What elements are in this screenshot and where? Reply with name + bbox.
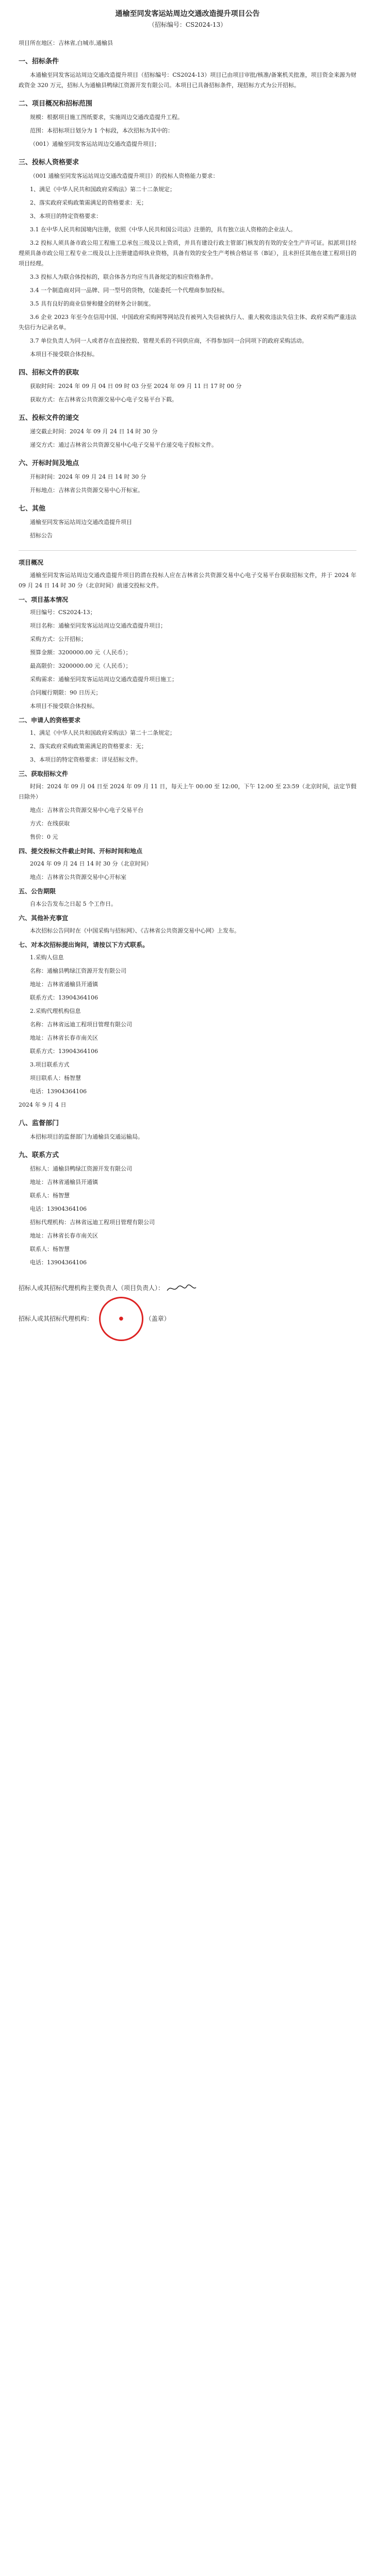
sections-paragraph: 招标公告 [30,532,53,539]
body2-basic-item: 采购方式：公开招标； [30,636,87,642]
body2-qual-item: 3、本项目的特定资格要求：详见招标文件。 [30,756,141,763]
page-title: 通榆至同发客运站周边交通改造提升项目公告 [115,10,260,18]
tail-section-title: 九、联系方式 [19,1151,59,1159]
tail-section [19,1117,356,1142]
sections-paragraph: （001 通榆至同发客运站周边交通改造提升项目）的投标人资格能力要求： [30,173,219,179]
body2-contact-item: 联系方式：13904364106 [30,1048,98,1055]
sections-paragraph: 本通榆至同发客运站周边交通改造提升项目（招标编号：CS2024-13）项目已由项目审批/核准/备案机关批准，项目资金来源为财政资金 320 万元，招标人为通榆县鸭绿江资源开发有限公司。本项目已具备招标条件，现招标方式为公开招标。 [19,72,356,89]
tail-paragraph: 电话：13904364106 [30,1259,87,1266]
sections-section [19,503,356,541]
tail-paragraph: 招标代理机构：吉林省远迪工程项目管理有限公司 [30,1219,155,1226]
body2-get-item: 方式：在线获取 [30,820,70,827]
sections-paragraph: 本项目不接受联合体投标。 [30,351,98,358]
body2-get-item: 售价：0 元 [30,834,58,840]
tail-sections [19,1117,356,1268]
intro-title: 项目概况 [19,559,44,566]
body2-get-item: 时间：2024 年 09 月 04 日至 2024 年 09 月 11 日，每天上午 00:00 至 12:00，下午 12:00 至 23:59（北京时间，法定节假日除外） [19,783,356,800]
handwritten-signature-icon [166,1283,197,1294]
body2-contact-item: 地址：吉林省通榆县开通镇 [30,981,98,988]
body2-contact-item: 1.采购人信息 [30,954,64,961]
sections-paragraph: 递交方式：通过吉林省公共资源交易中心电子交易平台递交电子投标文件。 [30,442,217,448]
sections-paragraph: （001）通榆至同发客运站周边交通改造提升项目； [30,141,160,147]
body2-contact-item: 名称：通榆县鸭绿江资源开发有限公司 [30,968,126,974]
sections-paragraph: 3.6 企业 2023 年至今在信用中国、中国政府采购网等网站没有被列入失信被执行人、重大税收违法失信主体、政府采购严重违法失信行为记录名单。 [19,314,356,331]
sections-section-title: 三、投标人资格要求 [19,159,79,166]
sections-section [19,412,356,450]
other-title: 六、其他补充事宜 [19,914,69,922]
signature-line-1: 招标人或其招标代理机构主要负责人（项目负责人）： [19,1282,356,1294]
sections-paragraph: 开标时间：2024 年 09 月 24 日 14 时 30 分 [30,473,146,480]
sections-paragraph: 获取时间：2024 年 09 月 04 日 09 时 03 分至 2024 年 09 月 11 日 17 时 00 分 [30,383,242,389]
tail-section [19,1149,356,1268]
body2-basic-item: 合同履行期限：90 日历天； [30,689,102,696]
sections-section-title: 七、其他 [19,505,46,513]
sections-section [19,98,356,149]
body2-basic-item: 项目名称：通榆至同发客运站周边交通改造提升项目； [30,622,166,629]
get-title: 三、获取招标文件 [19,770,69,777]
sections-paragraph: 3、本项目的特定资格要求： [30,213,102,219]
body2-qual-item: 1、满足《中华人民共和国政府采购法》第二十二条规定； [30,730,175,736]
body2-basic-item: 项目编号：CS2024-13； [30,609,96,616]
company-stamp-icon: ● [99,1297,143,1341]
sections-section-title: 五、投标文件的递交 [19,414,79,422]
sections-paragraph: 获取方式：在吉林省公共资源交易中心电子交易平台下载。 [30,396,177,403]
body2-submit-item: 地点：吉林省公共资源交易中心开标室 [30,874,126,880]
body2-contact-item: 3.项目联系方式 [30,1061,70,1068]
body2 [19,557,356,1110]
body2-basic-item: 最高限价：3200000.00 元（人民币）； [30,663,132,669]
period-title: 五、公告期限 [19,888,56,895]
intro-para: 通榆至同发客运站周边交通改造提升项目的潜在投标人应在吉林省公共资源交易中心电子交易平台获取招标文件，并于 2024 年 09 月 24 日 14 时 30 分（北京时间）前递交投标文件。 [19,572,356,589]
submit-title: 四、提交投标文件截止时间、开标时间和地点 [19,848,143,855]
sections-paragraph: 3.4 一个制造商对同一品牌、同一型号的货物，仅能委托一个代理商参加投标。 [30,287,228,294]
sections-paragraph: 递交截止时间：2024 年 09 月 24 日 14 时 30 分 [30,428,158,435]
body2-contact-item: 联系方式：13904364106 [30,994,98,1001]
sections-paragraph: 3.3 投标人为联合体投标的，联合体各方均应当具备规定的相应资格条件。 [30,274,217,280]
tail-paragraph: 地址：吉林省长春市南关区 [30,1232,98,1239]
tail-paragraph: 地址：吉林省通榆县开通镇 [30,1179,98,1185]
notice-date: 2024 年 9 月 4 日 [19,1101,67,1108]
sections-section [19,56,356,91]
tail-paragraph: 联系人：杨智慧 [30,1246,70,1252]
signature-line-2: 招标人或其招标代理机构： ● （盖章） [19,1297,356,1341]
signature-block [19,1282,356,1341]
body2-contact-item: 名称：吉林省远迪工程项目管理有限公司 [30,1021,132,1028]
body2-get-item: 地点：吉林省公共资源交易中心电子交易平台 [30,807,143,814]
tender-code: （招标编号：CS2024-13） [148,21,227,28]
body2-basic-item: 本项目不接受联合体投标。 [30,703,98,709]
body2-period-item: 自本公告发布之日起 5 个工作日。 [30,901,117,907]
body2-contact-item: 2.采购代理机构信息 [30,1008,81,1014]
body2-qual-item: 2、落实政府采购政策需满足的资格要求：无； [30,743,147,750]
sections-paragraph: 3.7 单位负责人为同一人或者存在直接控股、管理关系的不同供应商，不得参加同一合同项下的政府采购活动。 [30,337,307,344]
body2-submit-item: 2024 年 09 月 24 日 14 时 30 分（北京时间） [30,860,152,867]
body2-other-item: 本次招标公告同时在《中国采购与招标网》、《吉林省公共资源交易中心网》上发布。 [30,927,240,934]
tail-section-title: 八、监督部门 [19,1120,59,1127]
sections-paragraph: 3.2 投标人须具备市政公用工程施工总承包三级及以上资质，并具有建设行政主管部门核发的有效的安全生产许可证。拟派项目经理须具备市政公用工程专业二级及以上注册建造师执业资格，具备有效的安全生产考核合格证书（B证），且未担任其他在建工程项目的项目经理。 [19,240,356,267]
body2-basic-item: 采购需求：通榆至同发客运站周边交通改造提升项目施工； [30,676,177,683]
sections-section-title: 一、招标条件 [19,58,59,65]
sections-section-title: 四、招标文件的获取 [19,369,79,377]
sections-paragraph: 3.1 在中华人民共和国境内注册，依照《中华人民共和国公司法》注册的，具有独立法人资格的企业法人。 [30,226,296,233]
tail-paragraph: 电话：13904364106 [30,1206,87,1212]
sections-section [19,367,356,405]
tail-paragraph: 招标人：通榆县鸭绿江资源开发有限公司 [30,1165,132,1172]
body2-contact-item: 项目联系人：杨智慧 [30,1075,81,1081]
qual-title: 二、申请人的资格要求 [19,717,81,724]
sections-section [19,457,356,496]
sections [19,56,356,541]
sections-section-title: 六、开标时间及地点 [19,460,79,467]
contact-title: 七、对本次招标提出询问，请按以下方式联系。 [19,941,149,948]
sections-section-title: 二、项目概况和招标范围 [19,100,93,108]
divider [19,550,356,551]
sections-paragraph: 开标地点：吉林省公共资源交易中心开标室。 [30,487,143,494]
sections-paragraph: 规模：根据项目施工图纸要求，实施周边交通改造提升工程。 [30,114,183,121]
body2-basic-item: 预算金额：3200000.00 元（人民币）； [30,649,132,656]
tail-paragraph: 联系人：杨智慧 [30,1192,70,1199]
project-location: 项目所在地区：吉林省,白城市,通榆县 [19,40,113,46]
body2-contact-item: 地址：吉林省长春市南关区 [30,1035,98,1041]
basic-title: 一、项目基本情况 [19,596,69,603]
sections-paragraph: 3.5 具有良好的商业信誉和健全的财务会计制度。 [30,300,154,307]
sections-paragraph: 1、满足《中华人民共和国政府采购法》第二十二条规定； [30,186,175,193]
sections-paragraph: 2、落实政府采购政策需满足的资格要求：无； [30,199,147,206]
tail-paragraph: 本招标项目的监督部门为通榆县交通运输局。 [30,1133,143,1140]
sections-section [19,157,356,360]
sections-paragraph: 范围：本招标项目划分为 1 个标段，本次招标为其中的： [30,127,173,134]
sections-paragraph: 通榆至同发客运站周边交通改造提升项目 [30,519,132,526]
body2-contact-item: 电话：13904364106 [30,1088,87,1095]
